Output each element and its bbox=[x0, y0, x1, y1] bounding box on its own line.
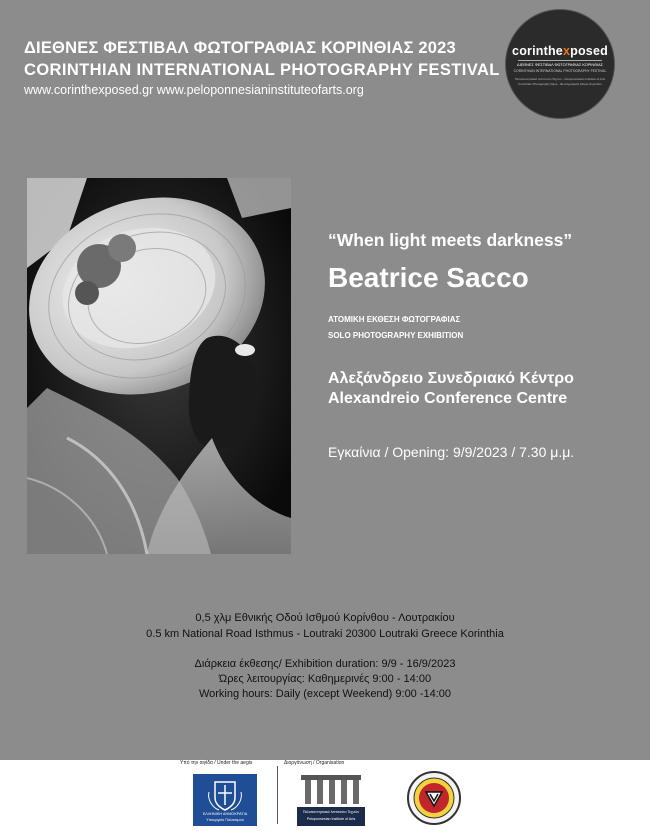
organisation-label: Διοργάνωση / Organisation bbox=[284, 760, 345, 766]
working-hours-greek: Ώρες λειτουργίας: Καθημερινές 9:00 - 14:00 bbox=[218, 673, 432, 685]
logo-days-line: Corinthian Photography Days - Φωτογραφικές Μέρες Κορίνθου bbox=[518, 82, 602, 86]
festival-title-greek: ΔΙΕΘΝΕΣ ΦΕΣΤΙΒΑΛ ΦΩΤΟΓΡΑΦΙΑΣ ΚΟΡΙΝΘΙΑΣ 2023 bbox=[24, 39, 456, 57]
institute-name-english: Peloponnesian Institute of Arts bbox=[306, 817, 356, 821]
logo-subtitle-greek: ΔΙΕΘΝΕΣ ΦΕΣΤΙΒΑΛ ΦΩΤΟΓΡΑΦΙΑΣ ΚΟΡΙΝΘΙΑΣ bbox=[517, 63, 603, 67]
aegis-label: Υπό την αιγίδα / Under the aegis bbox=[180, 760, 253, 766]
exhibition-type-greek: ΑΤΟΜΙΚΗ ΕΚΘΕΣΗ ΦΩΤΟΓΡΑΦΙΑΣ bbox=[328, 315, 461, 324]
logo-wordmark-part1: corinthe bbox=[512, 44, 563, 58]
exhibition-duration: Διάρκεια έκθεσης/ Exhibition duration: 9/9 - 16/9/2023 bbox=[194, 658, 456, 670]
peloponnesian-institute-logo bbox=[297, 772, 365, 826]
logo-wordmark-part2: posed bbox=[570, 44, 608, 58]
footer-divider bbox=[277, 766, 278, 824]
circular-emblem-logo bbox=[406, 770, 462, 826]
institute-name-greek: Πελοποννησιακό Ινστιτούτο Τεχνών bbox=[302, 810, 360, 814]
festival-header bbox=[24, 39, 500, 97]
negative-portrait-image bbox=[27, 178, 291, 554]
opening-date: Εγκαίνια / Opening: 9/9/2023 / 7.30 μ.μ. bbox=[328, 444, 575, 460]
logo-institute-line: Πελοποννησιακό Ινστιτούτο Τεχνών - Peloponnesian Institute of Arts bbox=[514, 77, 606, 81]
corinthexposed-logo bbox=[506, 10, 614, 118]
circular-seal-icon bbox=[406, 770, 462, 826]
venue-greek: Αλεξάνδρειο Συνεδριακό Κέντρο bbox=[328, 370, 574, 387]
ministry-name-line1: ΕΛΛΗΝΙΚΗ ΔΗΜΟΚΡΑΤΙΑ bbox=[202, 812, 248, 816]
ministry-of-culture-logo bbox=[193, 774, 257, 826]
logo-divider bbox=[518, 60, 602, 61]
logo-wordmark bbox=[506, 44, 614, 58]
temple-columns-icon bbox=[297, 772, 365, 806]
sponsor-footer bbox=[0, 760, 650, 828]
logo-subtitle-english: CORINTHIAN INTERNATIONAL PHOTOGRAPHY FESTIVAL bbox=[513, 69, 607, 73]
festival-websites[interactable]: www.corinthexposed.gr www.peloponnesianinstituteofarts.org bbox=[24, 83, 364, 97]
festival-title-english: CORINTHIAN INTERNATIONAL PHOTOGRAPHY FESTIVAL bbox=[24, 61, 500, 79]
exhibition-title: “When light meets darkness” bbox=[328, 230, 573, 250]
ministry-name-line2: Υπουργείο Πολιτισμού bbox=[206, 818, 244, 822]
logo-wordmark-x: x bbox=[562, 44, 571, 58]
exhibition-type-english: SOLO PHOTOGRAPHY EXHIBITION bbox=[328, 331, 464, 340]
artist-name: Beatrice Sacco bbox=[328, 262, 529, 293]
address-greek: 0,5 χλμ Εθνικής Οδού Ισθμού Κορίνθου - Λουτρακίου bbox=[195, 612, 455, 624]
exhibition-photograph bbox=[27, 178, 291, 554]
venue-english: Alexandreio Conference Centre bbox=[328, 390, 568, 407]
address-english: 0.5 km National Road Isthmus - Loutraki 20300 Loutraki Greece Korinthia bbox=[146, 628, 504, 640]
working-hours-english: Working hours: Daily (except Weekend) 9:00 -14:00 bbox=[198, 688, 452, 700]
